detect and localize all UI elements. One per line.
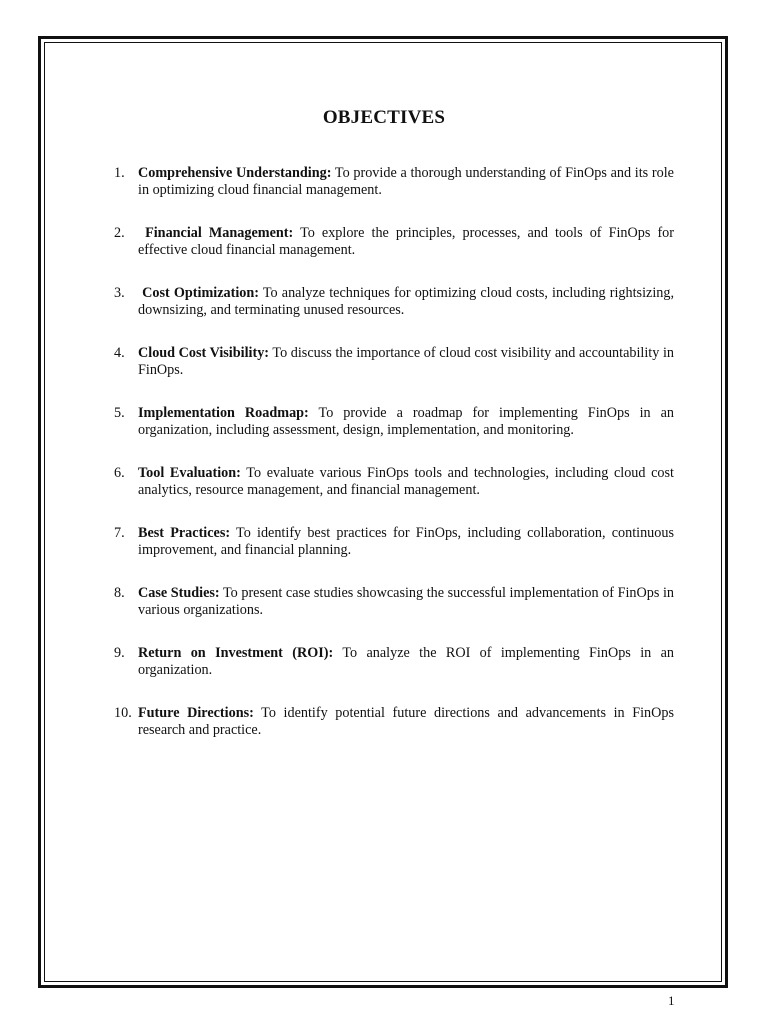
item-text: To explore the principles, processes, and tools of FinOps for effective cloud financial management.: [138, 225, 675, 258]
item-lead: Financial Management:: [145, 225, 294, 241]
item-text: To identify potential future directions and advancements in FinOps research and practice.: [138, 705, 674, 738]
item-number: 1.: [114, 165, 125, 181]
list-item: [114, 225, 674, 285]
item-text: To analyze the ROI of implementing FinOps in an organization.: [138, 645, 674, 678]
list-item: [114, 285, 674, 345]
item-text: To analyze techniques for optimizing cloud costs, including rightsizing, downsizing, and terminating unused resources.: [138, 285, 674, 318]
item-number: 7.: [114, 525, 125, 541]
item-number: 8.: [114, 585, 125, 601]
item-lead: Cost Optimization:: [142, 285, 259, 301]
item-number: 2.: [114, 225, 125, 241]
item-text: To evaluate various FinOps tools and technologies, including cloud cost analytics, resource management, and financial management.: [138, 465, 674, 498]
item-paragraph: [138, 525, 674, 559]
item-text: To present case studies showcasing the successful implementation of FinOps in various organizations.: [138, 585, 674, 618]
item-paragraph: [138, 645, 674, 679]
item-paragraph: [138, 585, 674, 619]
item-paragraph: [138, 345, 674, 379]
item-lead: Cloud Cost Visibility:: [138, 345, 270, 361]
item-paragraph: [138, 165, 674, 199]
list-item: [114, 585, 674, 645]
item-lead: Implementation Roadmap:: [138, 405, 309, 421]
list-item: [114, 405, 674, 465]
item-paragraph: [138, 705, 674, 739]
item-text: To provide a thorough understanding of FinOps and its role in optimizing cloud financial management.: [138, 165, 674, 198]
item-number: 6.: [114, 465, 125, 481]
item-text: To provide a roadmap for implementing FinOps in an organization, including assessment, design, implementation, and monitoring.: [138, 405, 674, 438]
item-paragraph: [138, 465, 674, 499]
item-lead: Comprehensive Understanding:: [138, 165, 332, 181]
item-paragraph: [138, 285, 674, 319]
list-item: [114, 705, 674, 765]
page-title: OBJECTIVES: [322, 107, 446, 128]
item-lead: Tool Evaluation:: [138, 465, 241, 481]
item-number: 4.: [114, 345, 125, 361]
item-lead: Return on Investment (ROI):: [138, 645, 334, 661]
list-item: [114, 165, 674, 225]
item-text: To discuss the importance of cloud cost visibility and accountability in FinOps.: [138, 345, 674, 378]
item-number: 10.: [114, 705, 132, 721]
item-number: 5.: [114, 405, 125, 421]
list-item: [114, 525, 674, 585]
item-number: 9.: [114, 645, 125, 661]
page-number: 1: [668, 993, 675, 1008]
list-item: [114, 345, 674, 405]
item-paragraph: [138, 225, 674, 259]
item-text: To identify best practices for FinOps, including collaboration, continuous improvement, and financial planning.: [138, 525, 674, 558]
item-lead: Case Studies:: [138, 585, 220, 601]
item-number: 3.: [114, 285, 125, 301]
item-lead: Best Practices:: [138, 525, 231, 541]
list-item: [114, 465, 674, 525]
item-paragraph: [138, 405, 674, 439]
objectives-list: [114, 165, 674, 765]
item-lead: Future Directions:: [138, 705, 254, 721]
list-item: [114, 645, 674, 705]
